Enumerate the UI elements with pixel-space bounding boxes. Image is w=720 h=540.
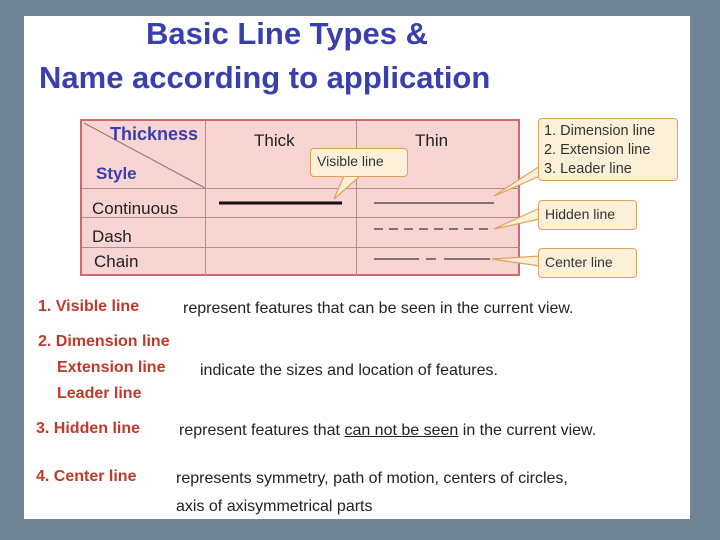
extension-line-label: Extension line xyxy=(57,359,166,376)
line-list-callout xyxy=(538,118,678,181)
title-line-2: Name according to application xyxy=(39,60,491,95)
visible-callout-pointer xyxy=(334,176,360,199)
hidden-desc-underlined: can not be seen xyxy=(344,422,459,439)
visible-line-callout xyxy=(310,148,408,177)
row-chain: Chain xyxy=(94,252,139,271)
center-line-description-2: axis of axisymmetrical parts xyxy=(176,498,373,515)
hidden-line-description xyxy=(179,422,596,440)
callout-item-extension: 2. Extension line xyxy=(544,142,651,158)
center-callout-pointer xyxy=(492,256,540,266)
hidden-line-callout xyxy=(538,200,637,230)
center-line-description-1: represents symmetry, path of motion, centers of circles, xyxy=(176,470,568,487)
hidden-desc-post: in the current view. xyxy=(462,422,597,439)
hidden-line-callout-text: Hidden line xyxy=(545,206,616,222)
thick-column-header: Thick xyxy=(254,131,295,150)
visible-line-description: represent features that can be seen in the current view. xyxy=(183,300,574,317)
visible-line-label: 1. Visible line xyxy=(38,298,140,315)
dimension-line-description: indicate the sizes and location of features. xyxy=(200,362,498,379)
center-line-label: 4. Center line xyxy=(36,468,137,485)
hidden-desc-pre: represent features that xyxy=(179,422,340,439)
hidden-line-label: 3. Hidden line xyxy=(36,420,141,437)
callout-item-dimension: 1. Dimension line xyxy=(544,123,656,139)
dimension-line-label: 2. Dimension line xyxy=(38,333,170,350)
slide xyxy=(24,16,690,519)
leader-line-label: Leader line xyxy=(57,385,142,402)
row-dash: Dash xyxy=(92,227,132,246)
callout-item-leader: 3. Leader line xyxy=(544,161,632,177)
title-line-1: Basic Line Types & xyxy=(146,16,428,51)
center-line-callout xyxy=(538,248,637,278)
thin-column-header: Thin xyxy=(415,131,449,150)
center-line-callout-text: Center line xyxy=(545,254,613,270)
thickness-header: Thickness xyxy=(110,124,199,144)
list-callout-pointer xyxy=(494,166,540,196)
visible-line-callout-text: Visible line xyxy=(317,153,384,169)
style-header: Style xyxy=(96,164,137,183)
row-continuous: Continuous xyxy=(92,199,179,218)
hidden-callout-pointer xyxy=(494,208,540,229)
